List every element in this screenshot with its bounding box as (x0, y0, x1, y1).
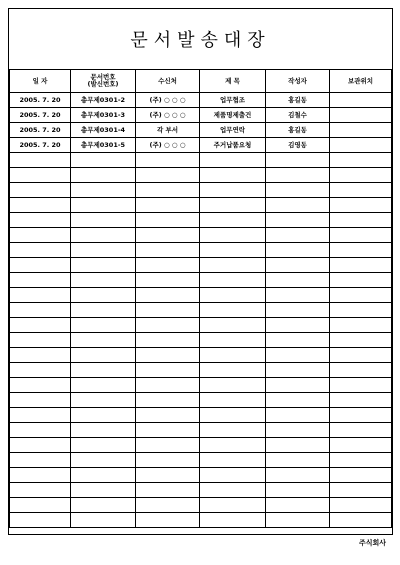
cell-storage (330, 183, 392, 198)
empty-row (10, 363, 392, 378)
cell-recipient (136, 318, 200, 333)
cell-date (10, 468, 71, 483)
cell-recipient (136, 483, 200, 498)
cell-subject (200, 228, 266, 243)
cell-storage (330, 393, 392, 408)
cell-doc-number (71, 513, 136, 528)
cell-storage (330, 303, 392, 318)
cell-subject (200, 183, 266, 198)
cell-author (266, 393, 330, 408)
empty-row (10, 168, 392, 183)
cell-subject (200, 348, 266, 363)
empty-row (10, 348, 392, 363)
cell-subject (200, 198, 266, 213)
document-sheet (8, 8, 393, 535)
cell-date (10, 258, 71, 273)
cell-subject (200, 363, 266, 378)
empty-row (10, 453, 392, 468)
cell-storage (330, 513, 392, 528)
cell-subject (200, 468, 266, 483)
cell-doc-number (71, 183, 136, 198)
cell-recipient (136, 153, 200, 168)
cell-subject (200, 258, 266, 273)
cell-recipient (136, 513, 200, 528)
col-header-author: 작성자 (266, 70, 330, 93)
empty-row (10, 198, 392, 213)
cell-doc-number (71, 198, 136, 213)
cell-recipient (136, 408, 200, 423)
col-header-date: 일 자 (10, 70, 71, 93)
empty-row (10, 243, 392, 258)
cell-author: 김영동 (266, 138, 330, 153)
cell-recipient (136, 213, 200, 228)
cell-doc-number (71, 393, 136, 408)
cell-subject (200, 378, 266, 393)
cell-storage (330, 213, 392, 228)
cell-storage (330, 108, 392, 123)
cell-storage (330, 333, 392, 348)
cell-author (266, 468, 330, 483)
cell-subject (200, 288, 266, 303)
table-row (10, 123, 392, 138)
cell-date (10, 378, 71, 393)
cell-recipient: (주) ○ ○ ○ (136, 93, 200, 108)
cell-doc-number (71, 363, 136, 378)
cell-author (266, 363, 330, 378)
cell-author (266, 303, 330, 318)
table-row (10, 93, 392, 108)
cell-storage (330, 228, 392, 243)
cell-author (266, 258, 330, 273)
cell-author (266, 318, 330, 333)
header-row (10, 70, 392, 93)
cell-subject (200, 513, 266, 528)
cell-doc-number: 총무제0301-4 (71, 123, 136, 138)
cell-doc-number (71, 243, 136, 258)
cell-recipient (136, 258, 200, 273)
cell-storage (330, 363, 392, 378)
cell-doc-number (71, 303, 136, 318)
cell-storage (330, 168, 392, 183)
cell-author (266, 378, 330, 393)
cell-date (10, 153, 71, 168)
cell-date (10, 198, 71, 213)
empty-row (10, 303, 392, 318)
cell-doc-number (71, 378, 136, 393)
cell-author (266, 243, 330, 258)
cell-storage (330, 243, 392, 258)
cell-author (266, 498, 330, 513)
cell-subject: 주거납품요청 (200, 138, 266, 153)
col-header-subject: 제 목 (200, 70, 266, 93)
cell-subject (200, 483, 266, 498)
cell-doc-number (71, 228, 136, 243)
cell-date (10, 348, 71, 363)
cell-date (10, 303, 71, 318)
cell-author (266, 168, 330, 183)
cell-storage (330, 453, 392, 468)
empty-row (10, 258, 392, 273)
cell-subject (200, 498, 266, 513)
empty-row (10, 483, 392, 498)
cell-subject (200, 213, 266, 228)
cell-date (10, 273, 71, 288)
cell-date: 2005. 7. 20 (10, 108, 71, 123)
cell-recipient (136, 363, 200, 378)
cell-doc-number (71, 288, 136, 303)
cell-storage (330, 138, 392, 153)
cell-date (10, 318, 71, 333)
cell-date (10, 393, 71, 408)
empty-row (10, 153, 392, 168)
cell-author: 홍길동 (266, 123, 330, 138)
cell-date (10, 288, 71, 303)
cell-author (266, 513, 330, 528)
cell-storage (330, 438, 392, 453)
cell-recipient: (주) ○ ○ ○ (136, 108, 200, 123)
cell-author (266, 228, 330, 243)
cell-subject (200, 423, 266, 438)
cell-date (10, 333, 71, 348)
col-header-doc-number: 문서번호 (발신번호) (71, 70, 136, 93)
cell-storage (330, 348, 392, 363)
cell-date (10, 243, 71, 258)
cell-date: 2005. 7. 20 (10, 93, 71, 108)
cell-author (266, 483, 330, 498)
cell-date (10, 513, 71, 528)
cell-author (266, 348, 330, 363)
cell-doc-number (71, 318, 136, 333)
cell-recipient (136, 348, 200, 363)
cell-subject: 업무협조 (200, 93, 266, 108)
cell-subject (200, 153, 266, 168)
cell-date (10, 408, 71, 423)
cell-recipient (136, 243, 200, 258)
dispatch-log-table (9, 69, 392, 528)
cell-author (266, 198, 330, 213)
cell-storage (330, 273, 392, 288)
cell-doc-number (71, 408, 136, 423)
cell-storage (330, 318, 392, 333)
empty-row (10, 333, 392, 348)
empty-row (10, 228, 392, 243)
cell-storage (330, 198, 392, 213)
empty-row (10, 318, 392, 333)
company-footer: 주식회사 (358, 539, 386, 547)
col-header-storage: 보관위치 (330, 70, 392, 93)
cell-doc-number (71, 273, 136, 288)
cell-doc-number (71, 333, 136, 348)
cell-recipient (136, 183, 200, 198)
cell-recipient (136, 423, 200, 438)
cell-doc-number (71, 258, 136, 273)
cell-storage (330, 468, 392, 483)
cell-recipient (136, 453, 200, 468)
table-row (10, 108, 392, 123)
cell-doc-number: 총무제0301-3 (71, 108, 136, 123)
cell-recipient (136, 228, 200, 243)
cell-date (10, 483, 71, 498)
empty-row (10, 378, 392, 393)
cell-date (10, 438, 71, 453)
empty-row (10, 423, 392, 438)
cell-author: 홍길동 (266, 93, 330, 108)
cell-storage (330, 288, 392, 303)
cell-doc-number (71, 213, 136, 228)
empty-row (10, 408, 392, 423)
cell-storage (330, 258, 392, 273)
cell-subject (200, 438, 266, 453)
cell-author (266, 438, 330, 453)
empty-row (10, 438, 392, 453)
document-title: 문서발송대장 (130, 30, 271, 51)
cell-subject (200, 453, 266, 468)
cell-subject (200, 303, 266, 318)
cell-doc-number (71, 468, 136, 483)
cell-subject (200, 393, 266, 408)
empty-row (10, 468, 392, 483)
cell-storage (330, 408, 392, 423)
empty-row (10, 183, 392, 198)
cell-recipient (136, 288, 200, 303)
cell-recipient (136, 198, 200, 213)
cell-date (10, 498, 71, 513)
cell-date (10, 453, 71, 468)
empty-row (10, 513, 392, 528)
cell-subject (200, 333, 266, 348)
cell-subject (200, 273, 266, 288)
cell-author (266, 333, 330, 348)
cell-recipient (136, 168, 200, 183)
cell-storage (330, 483, 392, 498)
title-box (9, 9, 392, 69)
cell-recipient (136, 378, 200, 393)
cell-subject (200, 243, 266, 258)
cell-recipient (136, 273, 200, 288)
empty-row (10, 498, 392, 513)
cell-author (266, 423, 330, 438)
cell-subject (200, 408, 266, 423)
cell-recipient (136, 498, 200, 513)
cell-author (266, 288, 330, 303)
cell-author (266, 408, 330, 423)
cell-doc-number (71, 348, 136, 363)
cell-doc-number (71, 438, 136, 453)
cell-date: 2005. 7. 20 (10, 123, 71, 138)
cell-recipient (136, 393, 200, 408)
cell-storage (330, 498, 392, 513)
cell-date (10, 363, 71, 378)
cell-doc-number (71, 168, 136, 183)
cell-doc-number: 총무제0301-5 (71, 138, 136, 153)
cell-recipient: (주) ○ ○ ○ (136, 138, 200, 153)
empty-row (10, 213, 392, 228)
cell-date (10, 228, 71, 243)
cell-author (266, 183, 330, 198)
cell-doc-number (71, 453, 136, 468)
cell-date (10, 168, 71, 183)
cell-doc-number (71, 423, 136, 438)
col-header-recipient: 수신처 (136, 70, 200, 93)
cell-subject (200, 168, 266, 183)
cell-recipient (136, 333, 200, 348)
cell-doc-number: 총무제0301-2 (71, 93, 136, 108)
cell-subject: 업무연락 (200, 123, 266, 138)
cell-author (266, 153, 330, 168)
cell-author (266, 213, 330, 228)
cell-doc-number (71, 483, 136, 498)
cell-doc-number (71, 498, 136, 513)
cell-storage (330, 423, 392, 438)
empty-row (10, 288, 392, 303)
cell-recipient: 각 부서 (136, 123, 200, 138)
cell-date (10, 183, 71, 198)
cell-author: 김철수 (266, 108, 330, 123)
cell-recipient (136, 438, 200, 453)
cell-storage (330, 378, 392, 393)
cell-subject (200, 318, 266, 333)
cell-author (266, 273, 330, 288)
cell-storage (330, 93, 392, 108)
cell-recipient (136, 303, 200, 318)
empty-row (10, 393, 392, 408)
cell-storage (330, 123, 392, 138)
cell-date (10, 423, 71, 438)
cell-recipient (136, 468, 200, 483)
table-row (10, 138, 392, 153)
cell-storage (330, 153, 392, 168)
empty-row (10, 273, 392, 288)
cell-subject: 제품명제출건 (200, 108, 266, 123)
cell-date (10, 213, 71, 228)
cell-date: 2005. 7. 20 (10, 138, 71, 153)
cell-author (266, 453, 330, 468)
cell-doc-number (71, 153, 136, 168)
